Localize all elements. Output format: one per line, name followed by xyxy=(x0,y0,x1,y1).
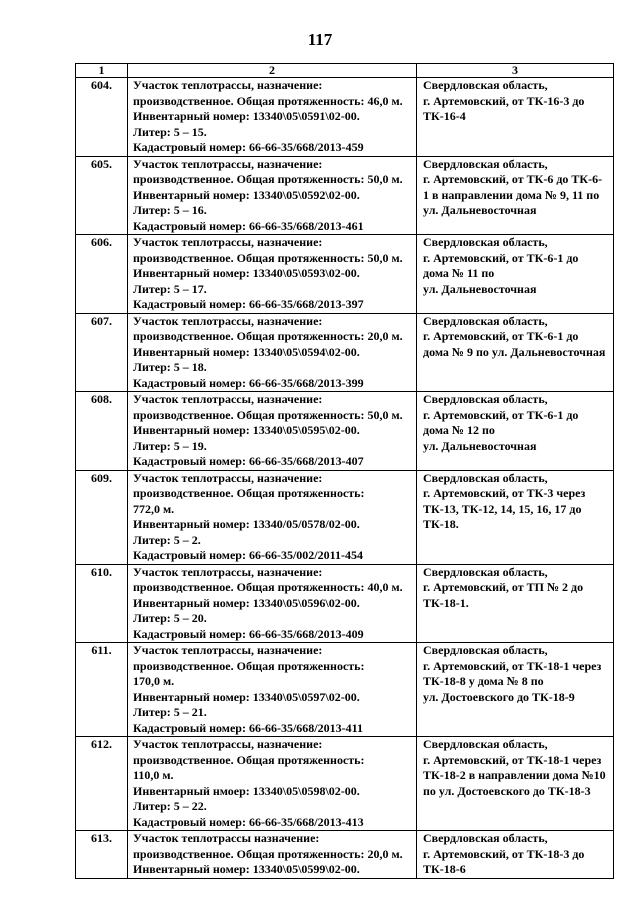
description-line: Участок теплотрассы назначение: xyxy=(133,831,320,845)
object-address xyxy=(417,156,614,235)
object-address xyxy=(417,643,614,737)
row-number: 605. xyxy=(76,156,128,235)
object-description xyxy=(128,156,417,235)
description-line: Кадастровый номер: 66-66-35/668/2013-409 xyxy=(133,626,364,641)
description-line: Участок теплотрассы, назначение: xyxy=(133,737,323,751)
description-line: производственное. Общая протяженность: 50,0 м. xyxy=(133,172,403,186)
description-line: Участок теплотрассы, назначение: xyxy=(133,643,323,657)
description-line: Кадастровый номер: 66-66-35/002/2011-454 xyxy=(133,548,363,562)
address-line: ТК-16-4 xyxy=(423,109,466,123)
address-line: Свердловская область, xyxy=(423,235,548,249)
description-line: производственное. Общая протяженность: 40,0 м. xyxy=(133,580,403,594)
object-address xyxy=(417,564,614,643)
address-line: г. Артемовский, от ТК-3 через xyxy=(423,486,586,500)
object-address xyxy=(417,78,614,157)
description-line: 110,0 м. xyxy=(133,768,174,782)
column-header-description: 2 xyxy=(128,64,417,78)
table-row xyxy=(76,392,614,471)
description-line: Инвентарный номер: 13340/05/0578/02-00. xyxy=(133,517,360,531)
object-description xyxy=(128,78,417,157)
description-line: Инвентарный нмоер: 13340\05\0598\02-00. xyxy=(133,783,360,798)
row-number: 611. xyxy=(76,643,128,737)
description-line: Инвентарный номер: 13340\05\0595\02-00. xyxy=(133,423,360,437)
description-line: Участок теплотрассы, назначение: xyxy=(133,392,323,406)
description-line: производственное. Общая протяженность: 46,0 м. xyxy=(133,93,403,108)
address-line: Свердловская область, xyxy=(423,470,548,485)
description-line: производственное. Общая протяженность: 20,0 м. xyxy=(133,329,403,343)
table-row xyxy=(76,156,614,235)
description-line: производственное. Общая протяженность: xyxy=(133,658,365,673)
address-line: Свердловская область, xyxy=(423,643,548,657)
description-line: Участок теплотрассы, назначение: xyxy=(133,564,323,579)
description-line: производственное. Общая протяженность: 50,0 м. xyxy=(133,250,403,265)
description-line: Кадастровый номер: 66-66-35/668/2013-461 xyxy=(133,218,364,233)
description-line: 170,0 м. xyxy=(133,674,175,688)
description-line: Литер: 5 – 2. xyxy=(133,532,201,547)
description-line: Участок теплотрассы, назначение: xyxy=(133,156,323,171)
description-line: Участок теплотрассы, назначение: xyxy=(133,313,323,328)
description-line: Участок теплотрассы, назначение: xyxy=(133,470,323,485)
address-line: Свердловская область, xyxy=(423,156,548,171)
description-line: Инвентарный номер: 13340\05\0591\02-00. xyxy=(133,109,360,123)
description-line: Литер: 5 – 21. xyxy=(133,705,207,719)
address-line: г. Артемовский, от ТК-6-1 до xyxy=(423,329,579,343)
address-line: г. Артемовский, от ТП № 2 до xyxy=(423,580,584,594)
table-row xyxy=(76,564,614,643)
address-line: Свердловская область, xyxy=(423,737,548,751)
description-line: Инвентарный номер: 13340\05\0594\02-00. xyxy=(133,344,360,359)
description-line: Участок теплотрассы, назначение: xyxy=(133,78,323,92)
description-line: Участок теплотрассы, назначение: xyxy=(133,235,323,249)
object-address xyxy=(417,831,614,879)
description-line: 772,0 м. xyxy=(133,501,175,516)
address-line: дома № 12 по xyxy=(423,423,495,437)
address-line: г. Артемовский, от ТК-18-3 до xyxy=(423,846,585,861)
description-line: Инвентарный номер: 13340\05\0599\02-00. xyxy=(133,862,360,876)
description-line: Кадастровый номер: 66-66-35/668/2013-413 xyxy=(133,814,364,829)
address-line: ул. Достоевского до ТК-18-9 xyxy=(423,689,575,704)
object-description xyxy=(128,313,417,392)
address-line: г. Артемовский, от ТК-6-1 до xyxy=(423,250,579,265)
object-description xyxy=(128,235,417,314)
address-line: Свердловская область, xyxy=(423,564,548,579)
description-line: производственное. Общая протяженность: xyxy=(133,752,365,767)
row-number: 610. xyxy=(76,564,128,643)
description-line: Литер: 5 – 15. xyxy=(133,124,207,139)
object-description xyxy=(128,737,417,831)
description-line: производственное. Общая протяженность: xyxy=(133,486,365,500)
description-line: производственное. Общая протяженность: 20,0 м. xyxy=(133,846,403,861)
address-line: ТК-18. xyxy=(423,517,459,531)
object-description xyxy=(128,564,417,643)
table-header-row xyxy=(76,64,614,78)
address-line: Свердловская область, xyxy=(423,78,548,92)
table-row xyxy=(76,737,614,831)
description-line: Кадастровый номер: 66-66-35/668/2013-399 xyxy=(133,375,364,390)
address-line: дома № 11 по xyxy=(423,266,495,280)
row-number: 612. xyxy=(76,737,128,831)
page-number: 117 xyxy=(307,30,333,49)
address-line: г. Артемовский, от ТК-18-1 через xyxy=(423,752,602,767)
object-description xyxy=(128,470,417,564)
table-row xyxy=(76,643,614,737)
address-line: ТК-18-2 в направлении дома №10 xyxy=(423,768,606,782)
row-number: 609. xyxy=(76,470,128,564)
row-number: 606. xyxy=(76,235,128,314)
object-address xyxy=(417,470,614,564)
address-line: Свердловская область, xyxy=(423,392,548,406)
description-line: производственное. Общая протяженность: 50,0 м. xyxy=(133,407,403,422)
address-line: ул. Дальневосточная xyxy=(423,203,537,217)
description-line: Кадастровый номер: 66-66-35/668/2013-411 xyxy=(133,720,363,735)
address-line: дома № 9 по ул. Дальневосточная xyxy=(423,344,606,359)
address-line: ул. Дальневосточная xyxy=(423,281,537,296)
column-header-address: 3 xyxy=(417,64,614,78)
description-line: Инвентарный номер: 13340\05\0597\02-00. xyxy=(133,689,360,704)
column-header-number: 1 xyxy=(76,64,128,78)
address-line: ТК-18-6 xyxy=(423,862,466,876)
description-line: Кадастровый номер: 66-66-35/668/2013-407 xyxy=(133,454,364,468)
address-line: 1 в направлении дома № 9, 11 по xyxy=(423,187,600,202)
description-line: Литер: 5 – 16. xyxy=(133,203,207,217)
description-line: Кадастровый номер: 66-66-35/668/2013-397 xyxy=(133,297,364,311)
object-description xyxy=(128,643,417,737)
description-line: Инвентарный номер: 13340\05\0596\02-00. xyxy=(133,595,360,610)
table-row xyxy=(76,831,614,879)
row-number: 608. xyxy=(76,392,128,471)
table-row xyxy=(76,78,614,157)
table-row xyxy=(76,235,614,314)
row-number: 613. xyxy=(76,831,128,879)
address-line: г. Артемовский, от ТК-18-1 через xyxy=(423,658,602,673)
row-number: 607. xyxy=(76,313,128,392)
description-line: Литер: 5 – 22. xyxy=(133,799,207,813)
address-line: ТК-18-8 у дома № 8 по xyxy=(423,674,544,688)
property-registry-table xyxy=(75,63,614,879)
address-line: ТК-13, ТК-12, 14, 15, 16, 17 до xyxy=(423,501,582,516)
address-line: г. Артемовский, от ТК-6 до ТК-6- xyxy=(423,172,603,186)
address-line: по ул. Достоевского до ТК-18-3 xyxy=(423,783,591,798)
address-line: Свердловская область, xyxy=(423,831,548,845)
object-description xyxy=(128,392,417,471)
address-line: г. Артемовский, от ТК-16-3 до xyxy=(423,93,585,108)
description-line: Литер: 5 – 17. xyxy=(133,281,207,296)
description-line: Литер: 5 – 18. xyxy=(133,360,207,374)
description-line: Инвентарный номер: 13340\05\0592\02-00. xyxy=(133,187,360,202)
description-line: Литер: 5 – 20. xyxy=(133,611,207,625)
table-row xyxy=(76,313,614,392)
object-description xyxy=(128,831,417,879)
address-line: ТК-18-1. xyxy=(423,595,469,610)
object-address xyxy=(417,737,614,831)
table-row xyxy=(76,470,614,564)
object-address xyxy=(417,392,614,471)
address-line: ул. Дальневосточная xyxy=(423,438,537,453)
description-line: Кадастровый номер: 66-66-35/668/2013-459 xyxy=(133,140,364,154)
address-line: Свердловская область, xyxy=(423,313,548,328)
address-line: г. Артемовский, от ТК-6-1 до xyxy=(423,407,579,422)
object-address xyxy=(417,313,614,392)
row-number: 604. xyxy=(76,78,128,157)
description-line: Литер: 5 – 19. xyxy=(133,438,207,453)
description-line: Инвентарный номер: 13340\05\0593\02-00. xyxy=(133,266,360,280)
object-address xyxy=(417,235,614,314)
